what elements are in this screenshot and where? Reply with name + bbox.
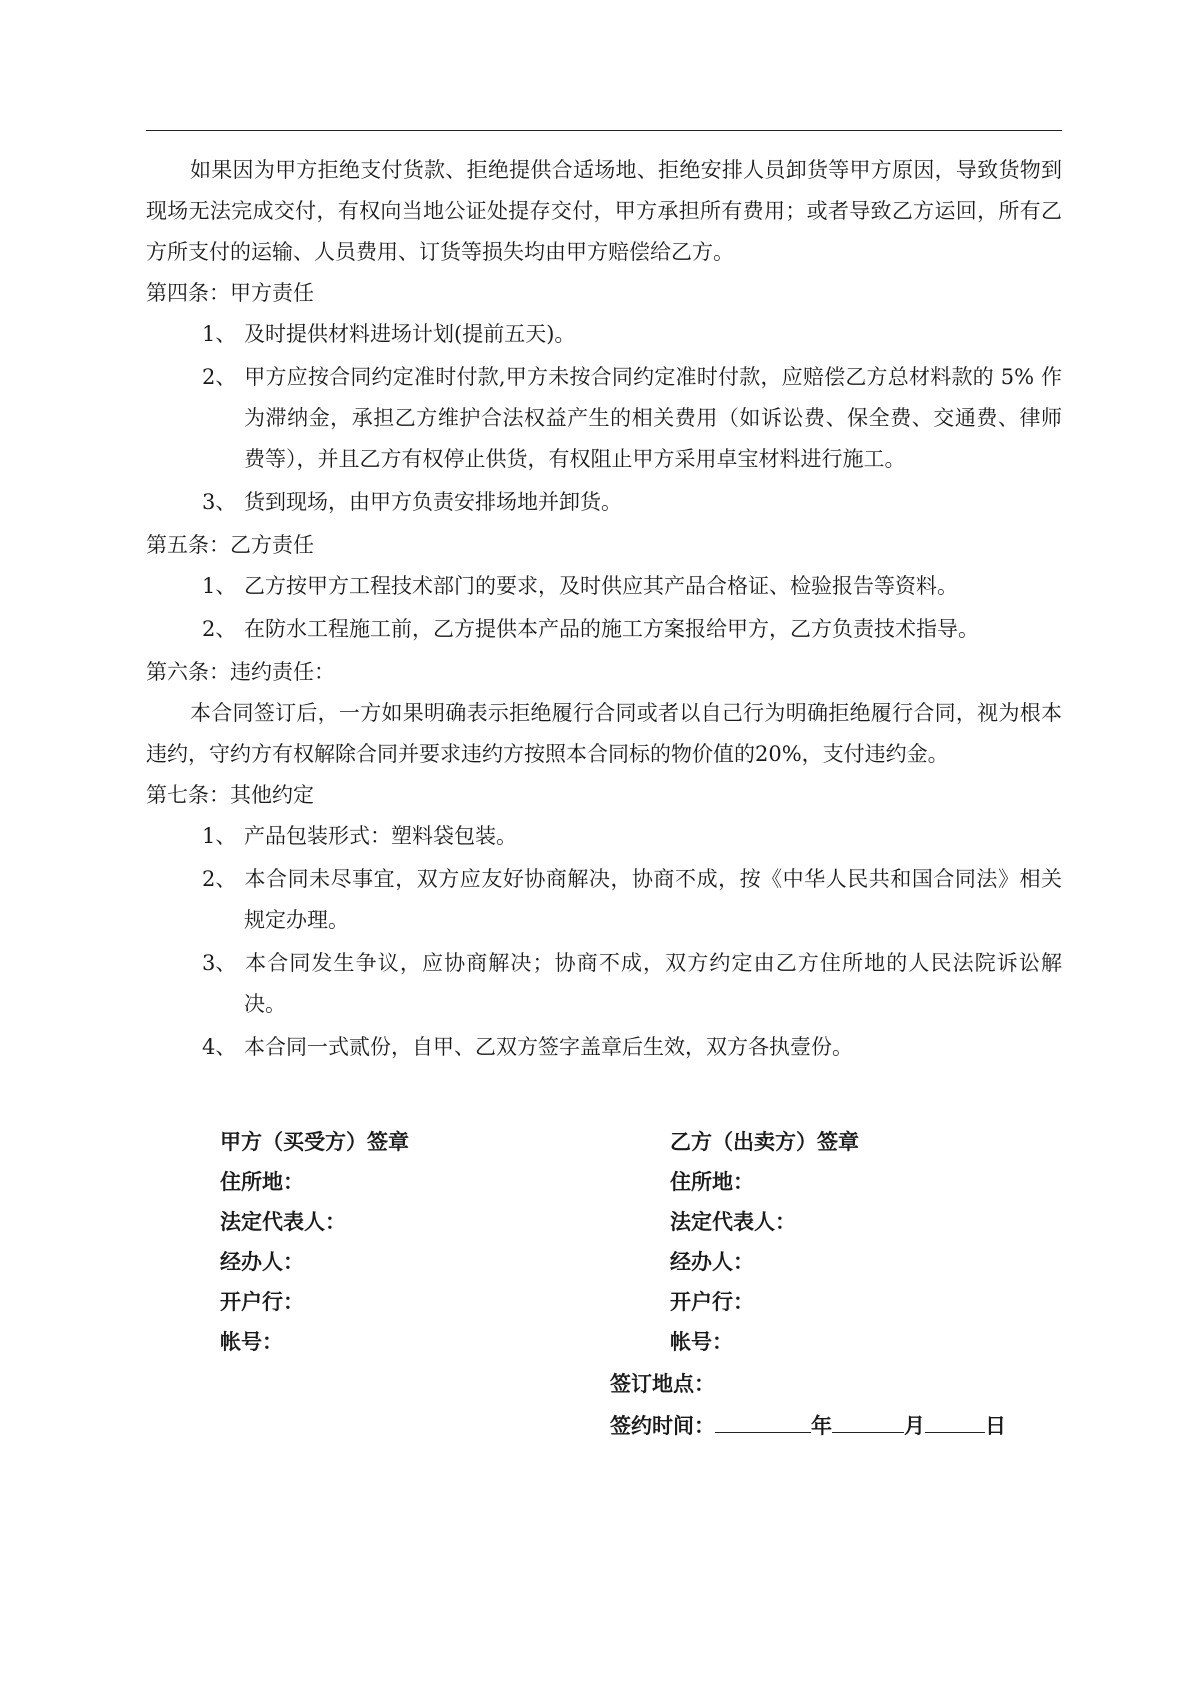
party-b-address-label: 住所地： (670, 1170, 754, 1194)
intro-paragraph: 如果因为甲方拒绝支付货款、拒绝提供合适场地、拒绝安排人员卸货等甲方原因，导致货物到现场无法完成交付，有权向当地公证处提存交付，甲方承担所有费用；或者导致乙方运回，所有乙方所支付的运输、人员费用、订货等损失均由甲方赔偿给乙方。 (146, 158, 1062, 264)
party-a-agent-label: 经办人： (220, 1250, 304, 1274)
month-blank[interactable] (832, 1404, 904, 1433)
item-text: 乙方按甲方工程技术部门的要求，及时供应其产品合格证、检验报告等资料。 (244, 574, 958, 598)
item-text: 产品包装形式：塑料袋包装。 (244, 824, 517, 848)
item-text: 甲方应按合同约定准时付款,甲方未按合同约定准时付款，应赔偿乙方总材料款的 5% 作为滞纳金，承担乙方维护合法权益产生的相关费用（如诉讼费、保全费、交通费、律师费等），并且乙方有权停止供货，有权阻止甲方采用卓宝材料进行施工。 (244, 365, 1062, 471)
signing-place (610, 1364, 715, 1404)
item-number: 1、 (202, 574, 237, 598)
article-7-title: 第七条：其他约定 (146, 783, 314, 807)
article-5-item-2 (146, 609, 1062, 650)
item-text: 货到现场，由甲方负责安排场地并卸货。 (244, 490, 622, 514)
article-7-item-2 (146, 859, 1062, 941)
party-a-title: 甲方（买受方）签章 (220, 1130, 409, 1154)
party-a-signature-block (220, 1122, 640, 1362)
article-4-item-1 (146, 314, 1062, 355)
item-text: 本合同未尽事宜，双方应友好协商解决，协商不成，按《中华人民共和国合同法》相关规定办理。 (244, 867, 1062, 932)
item-text: 在防水工程施工前，乙方提供本产品的施工方案报给甲方，乙方负责技术指导。 (244, 617, 979, 641)
party-a-bank-label: 开户行： (220, 1290, 304, 1314)
article-6-text: 本合同签订后，一方如果明确表示拒绝履行合同或者以自己行为明确拒绝履行合同，视为根本违约，守约方有权解除合同并要求违约方按照本合同标的物价值的20%，支付违约金。 (146, 701, 1062, 766)
item-text: 本合同一式贰份，自甲、乙双方签字盖章后生效，双方各执壹份。 (244, 1035, 853, 1059)
party-b-title: 乙方（出卖方）签章 (670, 1130, 859, 1154)
item-text: 本合同发生争议，应协商解决；协商不成，双方约定由乙方住所地的人民法院诉讼解决。 (244, 951, 1062, 1016)
year-blank[interactable] (715, 1404, 811, 1433)
article-4-item-3 (146, 482, 1062, 523)
article-6-title: 第六条：违约责任： (146, 660, 335, 684)
article-4-item-2 (146, 357, 1062, 480)
party-a-address-label: 住所地： (220, 1170, 304, 1194)
year-label: 年 (811, 1414, 832, 1438)
item-number: 1、 (202, 322, 237, 346)
party-b-signature-block (670, 1122, 1090, 1362)
article-5-title: 第五条：乙方责任 (146, 533, 314, 557)
signing-place-label: 签订地点： (610, 1372, 715, 1396)
party-b-agent-label: 经办人： (670, 1250, 754, 1274)
item-number: 4、 (202, 1035, 237, 1059)
party-a-account-label: 帐号： (220, 1330, 283, 1354)
day-blank[interactable] (925, 1404, 985, 1433)
item-number: 3、 (202, 490, 237, 514)
signing-time-label: 签约时间： (610, 1414, 715, 1438)
day-label: 日 (985, 1414, 1006, 1438)
item-text: 及时提供材料进场计划(提前五天)。 (244, 322, 576, 346)
item-number: 2、 (202, 867, 237, 891)
header-rule (146, 130, 1062, 131)
party-a-legal-rep-label: 法定代表人： (220, 1210, 346, 1234)
item-number: 2、 (202, 617, 237, 641)
month-label: 月 (904, 1414, 925, 1438)
article-5-item-1 (146, 566, 1062, 607)
party-b-legal-rep-label: 法定代表人： (670, 1210, 796, 1234)
item-number: 1、 (202, 824, 237, 848)
article-4-title: 第四条：甲方责任 (146, 281, 314, 305)
item-number: 2、 (202, 365, 237, 389)
signing-time (610, 1404, 1006, 1446)
contract-body (146, 150, 1062, 1070)
item-number: 3、 (202, 951, 237, 975)
party-b-bank-label: 开户行： (670, 1290, 754, 1314)
article-7-item-1 (146, 816, 1062, 857)
party-b-account-label: 帐号： (670, 1330, 733, 1354)
article-7-item-4 (146, 1027, 1062, 1068)
article-7-item-3 (146, 943, 1062, 1025)
